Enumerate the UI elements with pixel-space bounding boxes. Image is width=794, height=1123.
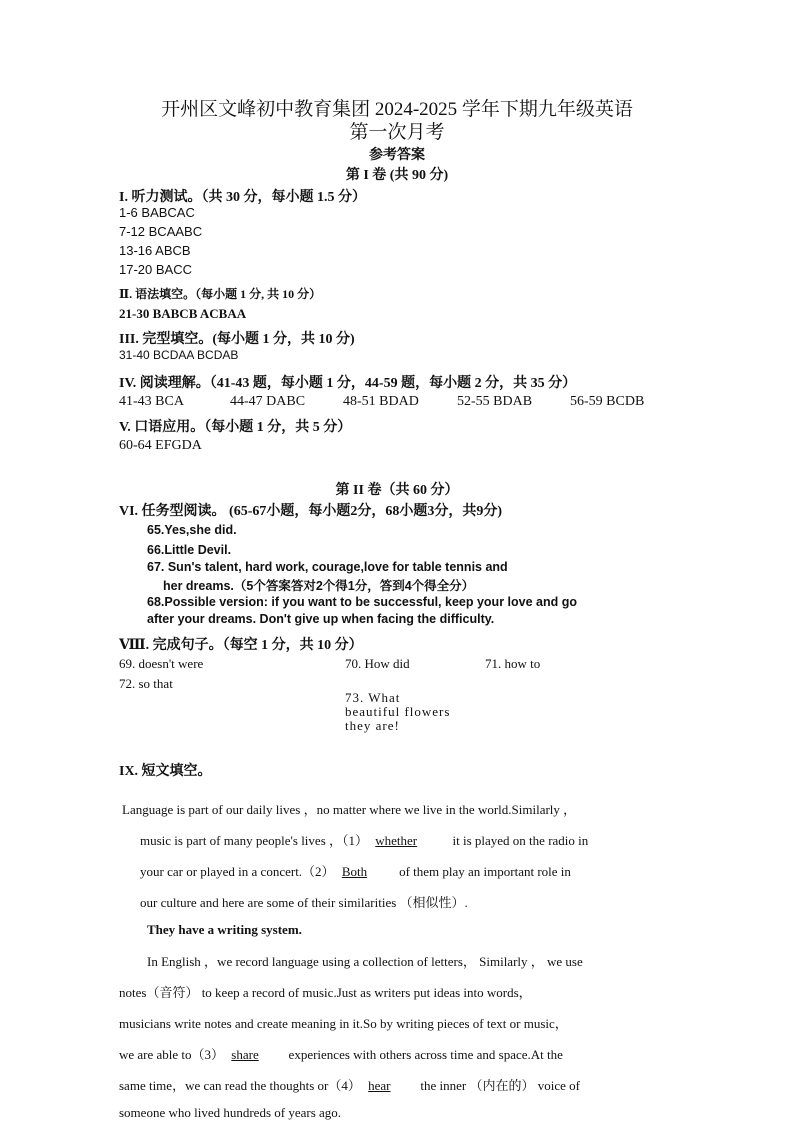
section1-answer-line: 13-16 ABCB (119, 243, 191, 258)
passage-line: our culture and here are some of their similarities （相似性）. (140, 895, 468, 910)
section2-heading: Ⅱ. 语法填空。（每小题 1 分, 共 10 分） (119, 287, 322, 301)
answer-66: 66.Little Devil. (147, 543, 232, 557)
part1-heading: 第 I 卷 (共 90 分) (345, 168, 449, 183)
passage-text: same time，we can read the thoughts or（4） (119, 1078, 361, 1093)
passage-line: someone who lived hundreds of years ago. (119, 1105, 342, 1120)
passage-text: the inner （内在的） voice of (420, 1078, 580, 1093)
passage-text: we are able to（3） (119, 1047, 225, 1062)
answer-69: 69. doesn't were (119, 656, 204, 671)
part2-heading: 第 II 卷（共 60 分） (335, 483, 459, 498)
blank-1-answer: whether (375, 833, 418, 848)
section1-answer-line: 7-12 BCAABC (119, 224, 203, 239)
passage-text: of them play an important role in (399, 864, 571, 879)
passage-line: In English ，we record language using a collection of letters， Similarly ， we use (147, 954, 583, 969)
passage-text: your car or played in a concert.（2） (140, 864, 335, 879)
passage-line: notes（音符） to keep a record of music.Just as writers put ideas into words， (119, 985, 532, 1000)
section9-heading: IX. 短文填空。 (119, 764, 212, 779)
section4-answer: 41-43 BCA (119, 394, 184, 409)
section1-answer-line: 1-6 BABCAC (119, 205, 195, 220)
passage-text: experiences with others across time and space.At the (288, 1047, 563, 1062)
blank-2-answer: Both (341, 864, 368, 879)
section4-answer: 48-51 BDAD (343, 394, 419, 409)
doc-subtitle: 参考答案 (369, 148, 425, 163)
section3-heading: III. 完型填空。(每小题 1 分，共 10 分) (119, 332, 355, 347)
section4-answer: 56-59 BCDB (570, 394, 645, 409)
answer-67-line2: her dreams.（5个答案答对2个得1分，答到4个得全分） (163, 579, 475, 593)
answer-68-line1: 68.Possible version: if you want to be successful, keep your love and go (147, 595, 577, 609)
section4-answer: 52-55 BDAB (457, 394, 533, 409)
section1-heading: I. 听力测试。（共 30 分，每小题 1.5 分） (119, 190, 366, 205)
passage-line (140, 861, 571, 880)
answer-67-line1: 67. Sun's talent, hard work, courage,love for table tennis and (147, 560, 508, 574)
passage-line: musicians write notes and create meaning in it.So by writing pieces of text or music， (119, 1016, 568, 1031)
passage-text: it is played on the radio in (452, 833, 589, 848)
answer-73-line1: 73. What (345, 690, 401, 705)
section8-heading: Ⅷ. 完成句子。（每空 1 分，共 10 分） (119, 638, 363, 653)
section3-answer: 31-40 BCDAA BCDAB (119, 348, 239, 362)
doc-title-line1: 开州区文峰初中教育集团 2024-2025 学年下期九年级英语 (161, 99, 633, 120)
section1-answer-line: 17-20 BACC (119, 262, 192, 277)
passage-subheading: They have a writing system. (147, 922, 302, 937)
blank-3-answer: share (231, 1047, 259, 1062)
answer-71: 71. how to (485, 656, 541, 671)
answer-73-line2: beautiful flowers (345, 704, 451, 719)
section5-heading: V. 口语应用。（每小题 1 分，共 5 分） (119, 420, 352, 435)
doc-title-line2: 第一次月考 (349, 122, 445, 143)
answer-73-line3: they are! (345, 718, 400, 733)
answer-68-line2: after your dreams. Don't give up when facing the difficulty. (147, 612, 495, 626)
passage-line (119, 1044, 563, 1063)
blank-4-answer: hear (368, 1078, 391, 1093)
section4-answer: 44-47 DABC (230, 394, 306, 409)
section4-heading: IV. 阅读理解。（41-43 题，每小题 1 分，44-59 题，每小题 2 分，共 35 分） (119, 376, 577, 391)
section2-answer: 21-30 BABCB ACBAA (119, 306, 247, 321)
answer-72: 72. so that (119, 676, 173, 691)
answer-65: 65.Yes,she did. (147, 523, 237, 537)
answer-70: 70. How did (345, 656, 410, 671)
passage-line: Language is part of our daily lives ，no matter where we live in the world.Similarly ， (122, 802, 577, 817)
passage-line (140, 830, 588, 849)
passage-line (119, 1075, 580, 1094)
section6-heading: VI. 任务型阅读。 (65-67小题，每小题2分，68小题3分，共9分) (119, 504, 503, 519)
section5-answer: 60-64 EFGDA (119, 438, 202, 453)
passage-text: music is part of many people's lives ，（1） (140, 833, 369, 848)
